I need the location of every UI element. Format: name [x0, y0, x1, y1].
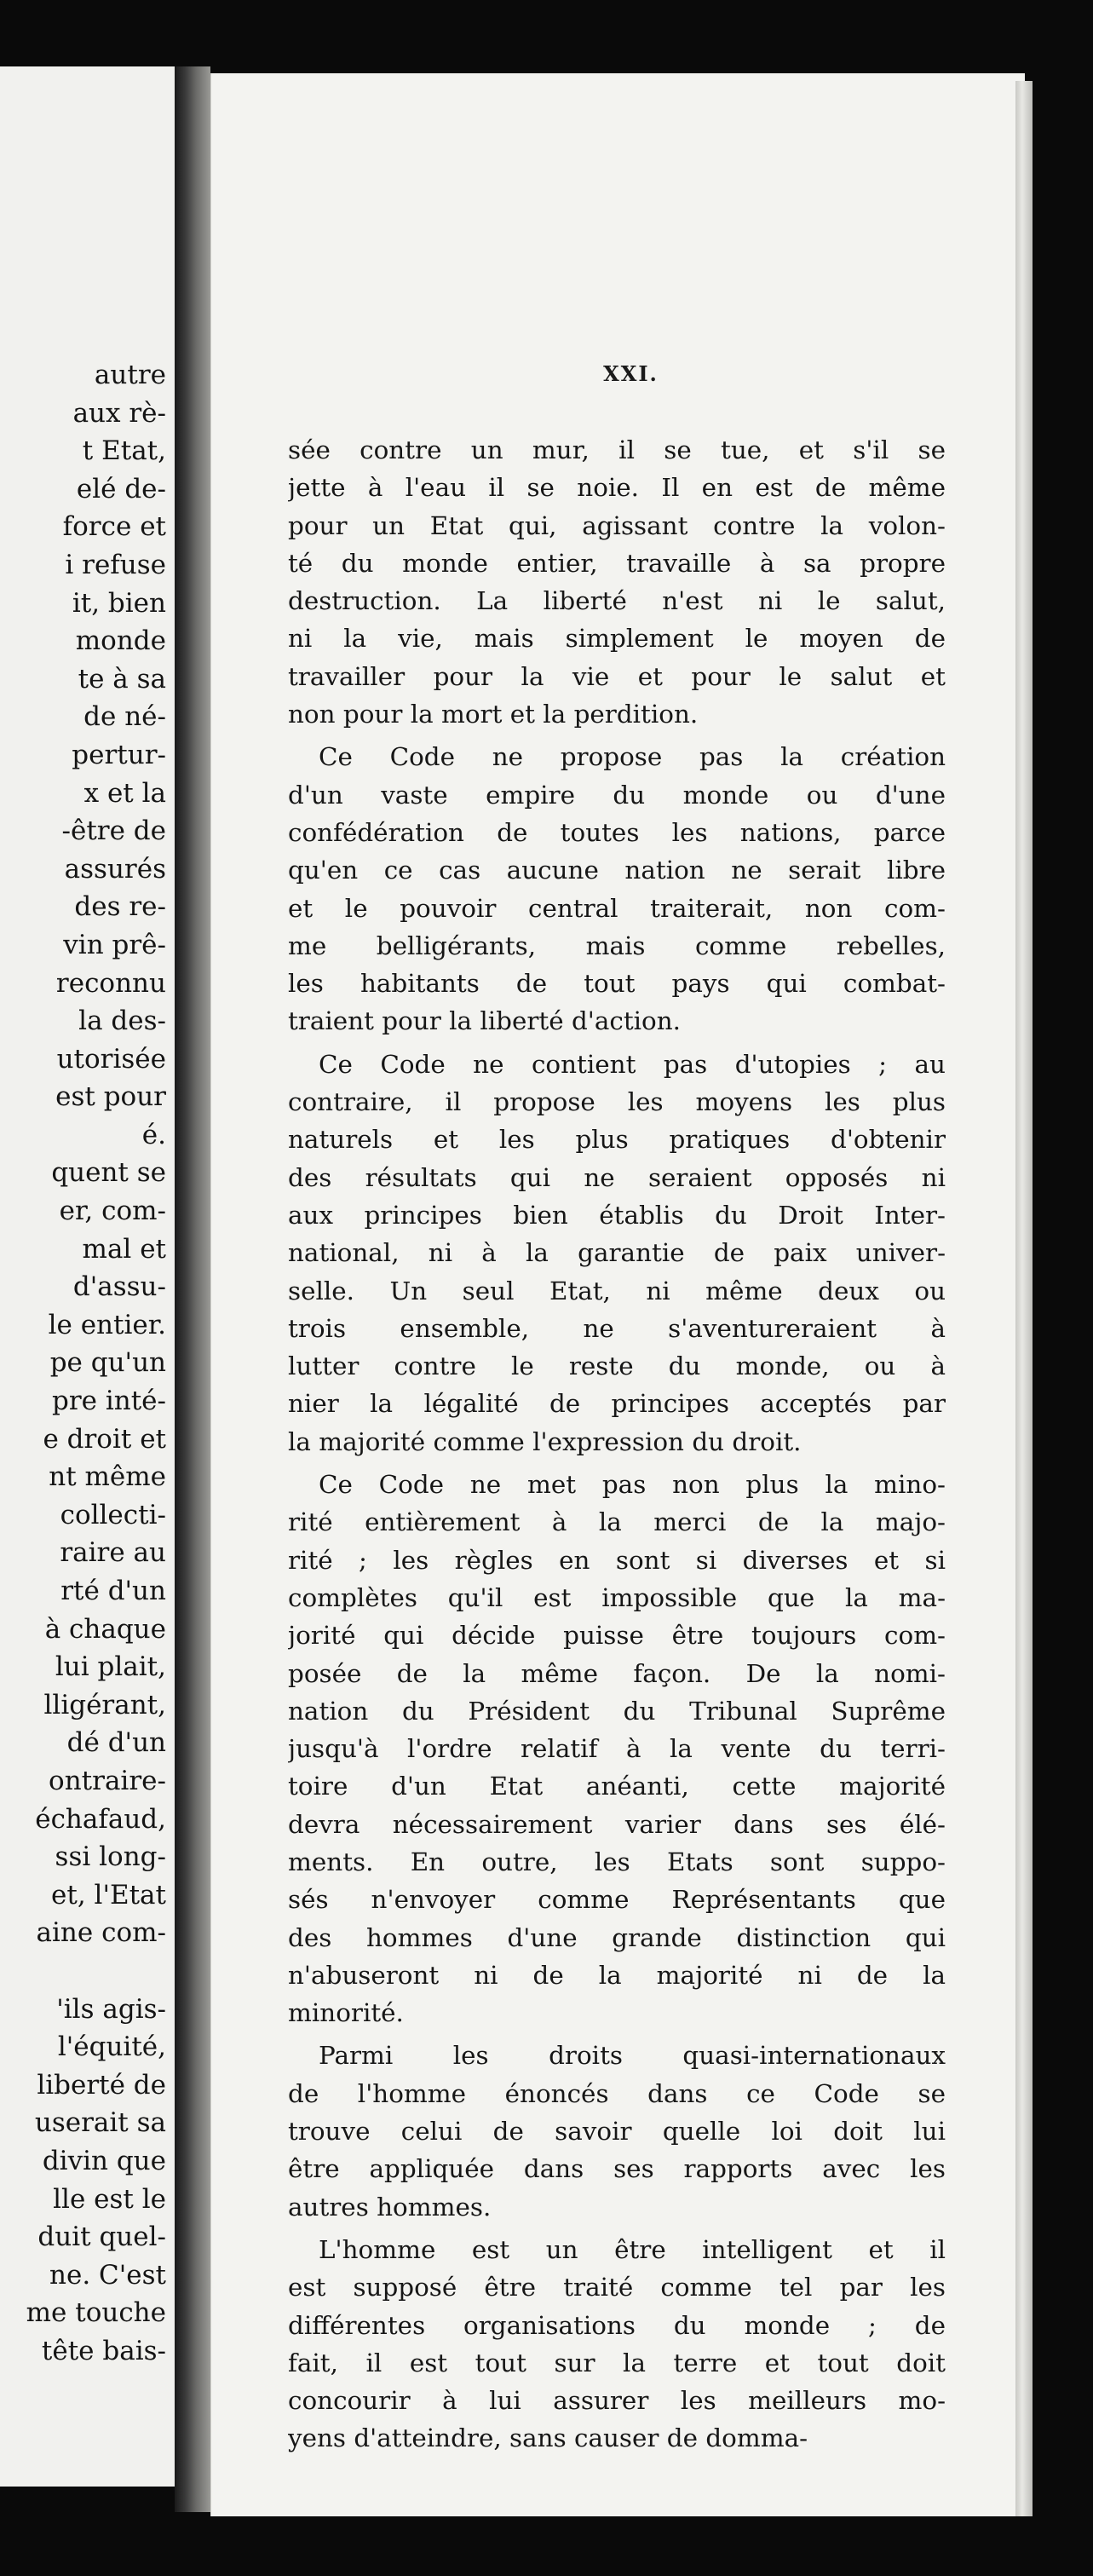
left-page-line: reconnu — [55, 967, 166, 999]
left-page-line: aine com- — [36, 1917, 166, 1949]
left-page-line: lligérant, — [43, 1689, 166, 1720]
text-line: la majorité comme l'expression du droit. — [288, 1426, 802, 1456]
page-edge — [1015, 81, 1033, 2535]
text-line: rité entièrement à la merci de la majo- — [288, 1507, 946, 1537]
left-page-line: échafaud, — [35, 1803, 166, 1835]
text-line: complètes qu'il est impossible que la ma- — [288, 1582, 946, 1612]
text-line: différentes organisations du monde ; de — [288, 2310, 946, 2340]
text-line: être appliquée dans ses rapports avec les — [288, 2154, 946, 2184]
left-page-text — [0, 356, 166, 2370]
left-page-line: autre — [94, 360, 166, 390]
left-page-line: rté d'un — [60, 1576, 166, 1606]
text-line: et le pouvoir central traiterait, non com- — [288, 893, 946, 923]
left-page-line: collecti- — [60, 1499, 166, 1530]
page-body-text — [288, 431, 946, 2458]
left-page-line: d'assu- — [72, 1271, 166, 1303]
text-line: trouve celui de savoir quelle loi doit lui — [288, 2117, 946, 2147]
text-line: aux principes bien établis du Droit Inter- — [288, 1200, 946, 1230]
text-line: concourir à lui assurer les meilleurs mo- — [288, 2386, 946, 2416]
text-line: ments. En outre, les Etats sont suppo- — [288, 1847, 946, 1876]
left-page-line: vin prê- — [63, 929, 166, 960]
left-page-line: assurés — [64, 853, 166, 885]
left-page-line: it, bien — [72, 587, 166, 619]
left-page-line: pe qu'un — [49, 1347, 166, 1379]
text-line: devra nécessairement varier dans ses élé- — [288, 1809, 946, 1839]
left-page-line: à chaque — [44, 1613, 166, 1645]
left-page-line: dé d'un — [66, 1727, 166, 1759]
left-page-line: nt même — [49, 1461, 166, 1493]
text-line: toire d'un Etat anéanti, cette majorité — [288, 1772, 946, 1801]
text-line: posée de la même façon. De la nomi- — [288, 1658, 946, 1688]
right-page — [210, 73, 1025, 2519]
left-page-line: -être de — [61, 815, 166, 847]
left-page-line: l'équité, — [57, 2031, 166, 2063]
left-page-line: et, l'Etat — [51, 1879, 166, 1910]
text-line: d'un vaste empire du monde ou d'une — [288, 780, 946, 810]
text-line: ni la vie, mais simplement le moyen de — [288, 624, 946, 654]
text-line: yens d'atteindre, sans causer de domma- — [288, 2423, 808, 2453]
text-line: traient pour la liberté d'action. — [288, 1006, 682, 1036]
left-page-line: ontraire- — [49, 1765, 166, 1796]
text-line: fait, il est tout sur la terre et tout doit — [288, 2348, 946, 2377]
left-page-line: 'ils agis- — [56, 1993, 166, 2025]
text-line: lutter contre le reste du monde, ou à — [288, 1351, 946, 1381]
text-line: naturels et les plus pratiques d'obtenir — [288, 1125, 946, 1155]
text-line: contraire, il propose les moyens les plus — [288, 1087, 946, 1117]
text-line: les habitants de tout pays qui combat- — [288, 969, 946, 999]
text-line: Ce Code ne propose pas la création — [319, 742, 946, 772]
left-page-line: x et la — [83, 777, 166, 809]
text-line: national, ni à la garantie de paix univer- — [288, 1238, 946, 1268]
text-line: rité ; les règles en sont si diverses et si — [288, 1545, 946, 1575]
left-page-line: des re- — [74, 891, 166, 923]
text-line: non pour la mort et la perdition. — [288, 700, 699, 729]
text-line: des hommes d'une grande distinction qui — [288, 1922, 946, 1952]
left-page-line: er, com- — [59, 1196, 166, 1227]
text-line: Ce Code ne met pas non plus la mino- — [319, 1470, 946, 1500]
left-page-line: e droit et — [43, 1423, 166, 1455]
left-page-line: divin que — [42, 2145, 166, 2176]
text-line: autres hommes. — [288, 2192, 492, 2222]
left-page-line: est pour — [55, 1081, 166, 1113]
text-line: trois ensemble, ne s'aventureraient à — [288, 1313, 946, 1343]
left-page-line: utorisée — [56, 1043, 166, 1075]
left-page-line: te à sa — [78, 663, 166, 694]
text-line: qu'en ce cas aucune nation ne serait libre — [288, 856, 946, 885]
left-page-line: duit quel- — [37, 2222, 166, 2253]
left-page-line: lle est le — [53, 2183, 166, 2215]
text-line: Ce Code ne contient pas d'utopies ; au — [319, 1049, 946, 1079]
page-number: XXI. — [603, 361, 659, 386]
left-page-line: pertur- — [72, 739, 166, 770]
left-page-line: force et — [62, 511, 166, 543]
text-line: jorité qui décide puisse être toujours com- — [288, 1621, 946, 1651]
left-page-line: aux rè- — [72, 397, 166, 429]
left-page-line: liberté de — [37, 2069, 166, 2101]
left-page-line: elé de- — [76, 473, 166, 504]
text-line: selle. Un seul Etat, ni même deux ou — [288, 1276, 946, 1305]
text-line: jusqu'à l'ordre relatif à la vente du terri- — [288, 1734, 946, 1764]
left-page-line: userait sa — [34, 2107, 166, 2139]
text-line: n'abuseront ni de la majorité ni de la — [288, 1960, 946, 1990]
text-line: L'homme est un être intelligent et il — [319, 2234, 946, 2264]
left-page-line: pre inté- — [51, 1386, 166, 1417]
left-page-line: raire au — [60, 1537, 166, 1569]
left-page-line: me touche — [26, 2297, 166, 2329]
left-page-line: mal et — [82, 1233, 166, 1265]
book-gutter — [175, 66, 210, 2512]
left-page-line: t Etat, — [82, 435, 166, 467]
text-line: sée contre un mur, il se tue, et s'il se — [288, 435, 946, 464]
left-page-line: de né- — [83, 701, 166, 733]
text-line: Parmi les droits quasi-internationaux — [319, 2041, 946, 2071]
left-page-line — [0, 1952, 166, 1991]
left-page-line: lui plait, — [55, 1651, 166, 1683]
text-line: travailler pour la vie et pour le salut et — [288, 661, 946, 691]
text-line: sés n'envoyer comme Représentants que — [288, 1885, 946, 1915]
text-line: jette à l'eau il se noie. Il en est de même — [288, 473, 946, 503]
text-line: de l'homme énoncés dans ce Code se — [288, 2078, 946, 2108]
text-line: té du monde entier, travaille à sa propre — [288, 548, 946, 578]
text-line: nier la légalité de principes acceptés par — [288, 1389, 946, 1419]
left-page-line: ne. C'est — [49, 2259, 166, 2291]
text-line: des résultats qui ne seraient opposés ni — [288, 1162, 946, 1192]
left-page-line: le entier. — [48, 1309, 166, 1340]
left-page-line: monde — [75, 625, 166, 657]
left-page-line: é. — [141, 1119, 166, 1150]
left-page-line: quent se — [51, 1157, 166, 1189]
text-line: me belligérants, mais comme rebelles, — [288, 931, 946, 960]
text-line: est supposé être traité comme tel par les — [288, 2273, 946, 2302]
scan-border — [0, 2516, 1093, 2576]
left-page — [0, 66, 175, 2487]
text-line: pour un Etat qui, agissant contre la volon- — [288, 510, 946, 540]
text-line: destruction. La liberté n'est ni le salut, — [288, 586, 946, 616]
text-line: nation du Président du Tribunal Suprême — [288, 1696, 946, 1726]
left-page-line: tête bais- — [41, 2335, 166, 2366]
left-page-line: la des- — [78, 1006, 166, 1037]
text-line: confédération de toutes les nations, parce — [288, 817, 946, 847]
left-page-line: ssi long- — [55, 1841, 166, 1873]
left-page-line: i refuse — [65, 549, 166, 580]
text-line: minorité. — [288, 1998, 404, 2028]
